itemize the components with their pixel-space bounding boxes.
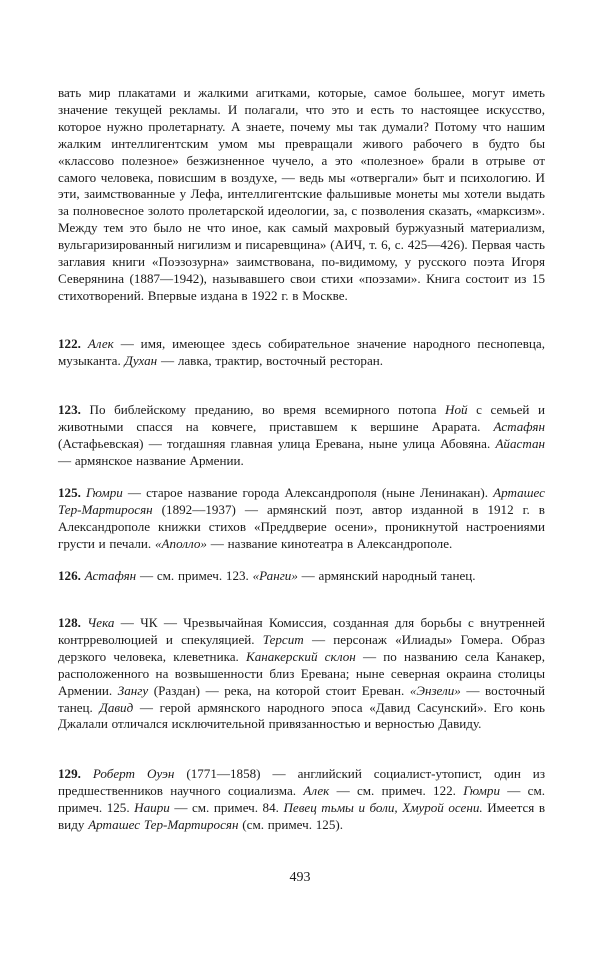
note-number: 123. <box>58 402 90 417</box>
note-paragraph <box>58 568 545 585</box>
note-term: Гюмри <box>86 485 123 500</box>
note-text: (см. примеч. 125). <box>238 816 344 832</box>
note-number: 122. <box>58 336 88 351</box>
note-text: — восточный танец. <box>58 682 545 715</box>
note-text: (Астафьевская) — тогдашняя главная улица Еревана, ныне улица Абовяна. <box>58 435 496 451</box>
note-text: — см. примеч. 84. <box>169 799 284 815</box>
note-129 <box>58 766 545 834</box>
note-paragraph <box>58 766 545 834</box>
note-term: «Энзели» <box>409 682 461 698</box>
note-term: Давид <box>99 699 134 715</box>
note-text: — имя, имеющее здесь собирательное значение народного песнопевца, музыканта. <box>58 336 545 368</box>
note-text: По библейскому преданию, во время всемирного потопа <box>89 402 445 417</box>
note-term: Астафян <box>84 568 137 583</box>
note-number: 128. <box>58 615 88 630</box>
note-term: Терсит <box>262 631 304 647</box>
note-paragraph <box>58 402 545 470</box>
note-term: Духан <box>124 352 158 368</box>
note-text: — см. примеч. 123. <box>136 568 253 583</box>
note-128 <box>58 615 545 733</box>
note-123 <box>58 402 545 470</box>
note-text: — армянский народный танец. <box>297 568 476 583</box>
note-term: Канакерский склон <box>246 648 356 664</box>
note-term: Певец тьмы и боли, Хмурой осени. <box>283 799 483 815</box>
note-term: «Ранги» <box>252 568 298 583</box>
note-term: Наири <box>134 799 170 815</box>
note-term: Арташес Тер-Мартиросян <box>58 485 545 517</box>
note-paragraph <box>58 336 545 370</box>
note-term: Алек <box>303 782 330 798</box>
note-text: (1771—1858) — английский социалист-утопист, один из предшественников научного социализма. <box>58 766 545 798</box>
note-term: Айастан <box>495 435 545 451</box>
note-125 <box>58 485 545 553</box>
note-text: — по названию села Канакер, расположенного на возвышенности близ Еревана; ныне северная окраина столицы Армении. <box>58 648 545 698</box>
note-term: Гюмри <box>463 782 500 798</box>
note-term: Ной <box>445 402 468 417</box>
note-text: — персонаж «Илиады» Гомера. Образ дерзкого человека, клеветника. <box>58 631 545 664</box>
note-paragraph <box>58 485 545 553</box>
note-text: — герой армянского народного эпоса «Давид Сасунский». Его конь Джалали отличался исключительной привязанностью и верностью Давиду. <box>58 699 545 732</box>
note-text: — название кинотеатра в Александрополе. <box>206 535 453 551</box>
page-number: 493 <box>289 870 311 885</box>
note-text: — армянское название Армении. <box>58 452 244 468</box>
note-number: 125. <box>58 485 87 500</box>
note-text: — см. примеч. 122. <box>329 782 464 798</box>
note-text: — см. примеч. 125. <box>58 782 545 815</box>
note-text: (Раздан) — река, на которой стоит Ереван. <box>148 682 410 698</box>
note-term: Алек <box>87 336 114 351</box>
note-text: — лавка, трактир, восточный ресторан. <box>157 352 384 368</box>
note-term: Зангу <box>117 682 149 698</box>
note-text: (1892—1937) — армянский поэт, автор изданной в 1912 г. в Александрополе книжки стихов «Преддверие осени», проникнутой настроениями грусти и печали. <box>58 501 545 551</box>
note-term: Чека <box>87 615 115 630</box>
note-term: Астафян <box>493 418 545 434</box>
note-paragraph <box>58 615 545 733</box>
note-term: «Аполло» <box>154 535 207 551</box>
note-126 <box>58 568 545 585</box>
note-number: 126. <box>58 568 85 583</box>
note-text: с семьей и животными спасся на ковчеге, приставшем к вершине Арарата. <box>58 402 545 434</box>
continuation-paragraph: вать мир плакатами и жалкими агитками, которые, самое большее, могут иметь значение текущей рекламы. И полагали, что это и есть то настоящее искусство, которое нужно пролетарнату. А знаете, почему мы так думали? Потому что нашим жалким интеллигентским умом мы превращали живого рабочего в будто бы «классово полезное» безжизненное чучело, а это «полезное» брали в отрыве от самого человека, повисшим в воздухе, — ведь мы «отвергали» быт и психологию. И эти, заимствованные у Лефа, интеллигентские фальшивые монеты мы хотели выдать за полновесное золото пролетарской идеологии, за, с позволения сказать, «марксизм». Между тем это было не что иное, как самый махровый буржуазный материализм, вульгаризированный нигилизм и писаревщина» (АИЧ, т. 6, с. 425—426). Первая часть заглавия книги «Поэзозурна» заимствована, по-видимому, у русского поэта Игоря Северянина (1887—1942), называвшего свои стихи «поэзами». Книга состоит из 15 стихотворений. Впервые издана в 1922 г. в Москве. <box>58 85 545 303</box>
note-text: — ЧК — Чрезвычайная Комиссия, созданная для борьбы с внутренней контрреволюцией и спекуляцией. <box>58 615 545 647</box>
continuation-paragraph-block <box>58 85 545 305</box>
note-term: Роберт Оуэн <box>92 766 175 781</box>
note-text: Имеется в виду <box>58 799 545 832</box>
note-122 <box>58 336 545 370</box>
note-number: 129. <box>58 766 93 781</box>
note-term: Арташес Тер-Мартиросян <box>88 816 239 832</box>
note-text: — старое название города Александрополя (ныне Ленинакан). <box>122 485 494 500</box>
